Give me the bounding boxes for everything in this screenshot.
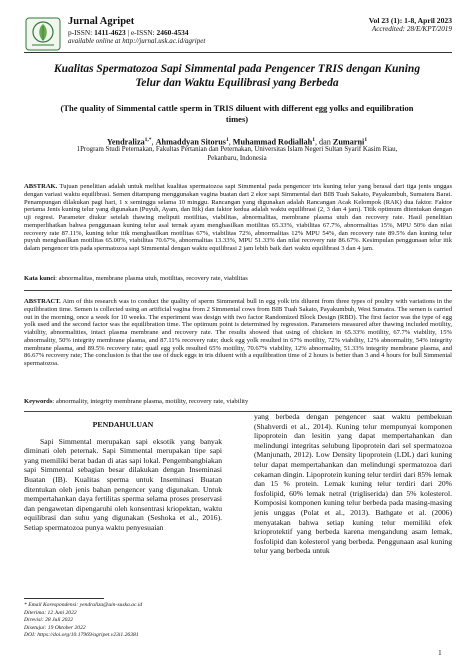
body-right-column: [254, 412, 452, 556]
paper-title: Kualitas Spermatozoa Sapi Simmental pada Pengencer TRIS dengan Kuning Telur dan Waktu Equilibrasi yang Berbeda: [53, 63, 421, 89]
paper-subtitle-english: (The quality of Simmental cattle sperm in TRIS diluent with different egg yolks and equilibration times): [60, 103, 414, 124]
volume-issue: Vol 23 (1): 1-8, April 2023: [368, 16, 452, 25]
abstract-english: [24, 298, 452, 368]
author-list: Yendraliza$^{1,*}$, Ahmaddyan Sitorus$^1$, Muhammad Rodiallah$^1$, dan Zumarni$^1$: [106, 137, 368, 147]
header-divider: [24, 52, 452, 53]
abstract-text: Aim of this research was to conduct the quality of sperm Simmental bull in egg yolk tris diluent from three types of poultry with variations in the equilibration time. Semen is collected using an artificial vagina from 2 Simmental cows from BIB Tuah Sakato, Payakumbuh, West Sumatra. The semen is carried out in the morning, once a week for 10 weeks. The experiment was design with two factor Randomized Block Design (RBD). The first factor was the type of egg yolk used and the second factor was the equilibration time. The optimum point is determined by regression. Parameters measured after thawing included motility, viability, abnormalities, intact plasma membrane and recovery rate. The results showed that using of chicken in 65.33% motility, 67.7% viability, 15% abnormality, 50% integrity membrane plasma, and 87.11% recovery rate; duck egg yolk resulted in 67% motility, 72% viability, 12% abnormality, 54% integrity membrane plasma, and 89.5% recovery rate; quail egg yolk resulted 65% motility, 70.67% viability, 12% abnormality, 51.33% integrity membrane plasma, and 86.67% recovery rate; The conclusion is that the use of duck eggs in tris diluent with a equilibration time of 2 hours is better than 3 and 4 hours for bull Simmental spermatozoa.: [24, 298, 452, 368]
doi-link[interactable]: DOI: https://doi.org/10.17969/agripet.v23i1.26381: [24, 632, 139, 639]
intro-paragraph-continued: yang berbeda dengan pengencer saat waktu pembekuan (Shahverdi et al., 2014). Kuning telur mempunyai komponen lipoprotein dan lesitin yang dapat mempertahankan dan melindungi integritas selubung lipoprotein dari sel spermatozoa (Manjunath, 2012). Low Density lipoprotein (LDL) dari kuning telur dapat mempertahankan dan melindungi spermatozoa dari cekaman dingin. Lipoprotein kuning telur terdiri dari 85% lemak dan 15 % protein. Lemak kuning telur terdiri dari 20% fosfolipid, 60% lemak netral (trigliserida) dan 5% kolesterol. Komposisi komponen kuning telur berbeda pada masing-masing jenis unggas (Polat et al., 2013). Bathgate et al. (2006) menyatakan bahwa setiap kuning telur memiliki efek krioprotektif yang berbeda karena mengandung asam lemak, fosfolipid dan kolesterol yang berbeda. Penggunaan asal kuning telur yang berbeda untuk: [254, 412, 452, 556]
section-heading: PENDAHULUAN: [92, 420, 154, 429]
received-date: Diterima: 12 Juni 2022: [24, 609, 77, 616]
accepted-date: Disetujui: 19 Oktober 2022: [24, 624, 86, 631]
journal-info: [68, 16, 205, 46]
kata-kunci: Kata kunci: abnormalitas, membrane plasma utuh, motilitas, recovery rate, viabilitas: [24, 275, 248, 282]
section-divider: [24, 290, 452, 291]
author-name: Muhammad Rodiallah: [232, 137, 313, 147]
corresponding-email: * Email Korespondensi: yendraliza@uin-suska.ac.id: [24, 602, 143, 608]
page-number: 1: [438, 648, 442, 657]
journal-available-online: available online at http://jurnal.usk.ac.id/agripet: [68, 37, 206, 46]
journal-logo-icon: [24, 16, 62, 52]
footnotes: [24, 602, 224, 640]
abstrak-indonesian: [24, 183, 452, 253]
journal-name: Jurnal Agripet: [68, 16, 135, 27]
author-name: Ahmaddyan Sitorus: [155, 137, 226, 147]
body-left-column: [24, 420, 222, 533]
author-name: Zumarni: [332, 137, 365, 147]
accreditation: Accredited: 28/E/KPT/2019: [371, 25, 452, 34]
intro-paragraph: Sapi Simmental merupakan sapi eksotik yang banyak diminati oleh peternak. Sapi Simmental merupakan tipe sapi yang memiliki berat badan di atas sapi lokal. Pengembangbiakan sapi Simmental sebagian besar dilakukan dengan Inseminasi Buatan (IB). Kualitas sperma untuk Inseminasi Buatan ditentukan oleh jenis bahan pengencer yang digunakan. Untuk mempertahankan daya fertilitas sperma selama proses preservasi dan pengawetan dipengaruhi oleh konsentrasi kriopektan, waktu equilibrasi dan suhu yang digunakan (Seshoka et al., 2016). Setiap spermatozoa punya waktu penyesuaian: [24, 436, 222, 532]
journal-issn: p-ISSN: 1411-4623 | e-ISSN: 2460-4534: [68, 28, 189, 37]
revised-date: Direvisi: 28 Juli 2022: [24, 617, 74, 624]
abstrak-text: Tujuan penelitian adalah untuk melihat kualitas spermatozoa sapi Simmental pada pengencer tris kuning telur yang berasal dari tiga jenis unggas dengan variasi waktu equilibrasi. Semen ditampung menggunakan vagina buatan dari 2 ekor sapi Simmental dari BIB Tuah Sakato, Payakumbuh, Sumatera Barat. Penampungan dilakukan pagi hari, 1 x seminggu selama 10 minggu. Rancangan yang digunakan adalah Rancangan Acak Kelompok (RAK) dua faktor. Faktor pertama Jenis kuning telur yang digunakan (Puyuh, Ayam, dan Itik) dan faktor kedua adalah waktu equilibrasi (2, 3 dan 4 jam). Titik optimum ditentukan dengan uji regresi. Parameter diukur setelah thawing meliputi motilitas, viabilitas, abnormalitas, membrane plasma utuh dan recovery rate. Hasil penelitian memperlihatkan bahwa penggunaan kuning telur asal ternak ayam menghasilkan motilitas 65.33%, viabilitas 67.7%, abnormalitas 15%, MPU 50% dan nilai recovery rate 87.11%, kuning telur itik menghasilkan motilitas 67%, viabilitas 72%, abnormalitas 12% MPU 54%, dan recovery rate 89.5% dan kuning telur puyuh menghasilkan motilitas 65.00%, viabilitas 70.67%, abnormalitas 13.33%, MPU 51.33% dan nilai recovery rate 86.67%. Kesimpulan penggunaan telur itik dalam pengencer tris pada spermatozoa sapi Simmental dengan waktu equilibrasi 2 jam lebih baik dari waktu equilibrasi 3 dan 4 jam.: [24, 183, 452, 253]
author-name: Yendraliza: [106, 137, 145, 147]
footnote-rule: [24, 598, 104, 599]
volume-info: [369, 16, 452, 34]
journal-header: [24, 16, 452, 50]
affiliation: 1Program Studi Peternakan, Fakultas Pertanian dan Peternakan, Universitas Islam Negeri Sultan Syarif Kasim Riau, Pekanbaru, Indonesia: [76, 146, 398, 162]
abstrak-label: ABSTRAK.: [24, 183, 58, 190]
keywords-english: Keywords: abnormality, integrity membrane plasma, motility, recovery rate, viability: [24, 398, 249, 405]
abstract-label: ABSTRACT.: [24, 298, 61, 305]
